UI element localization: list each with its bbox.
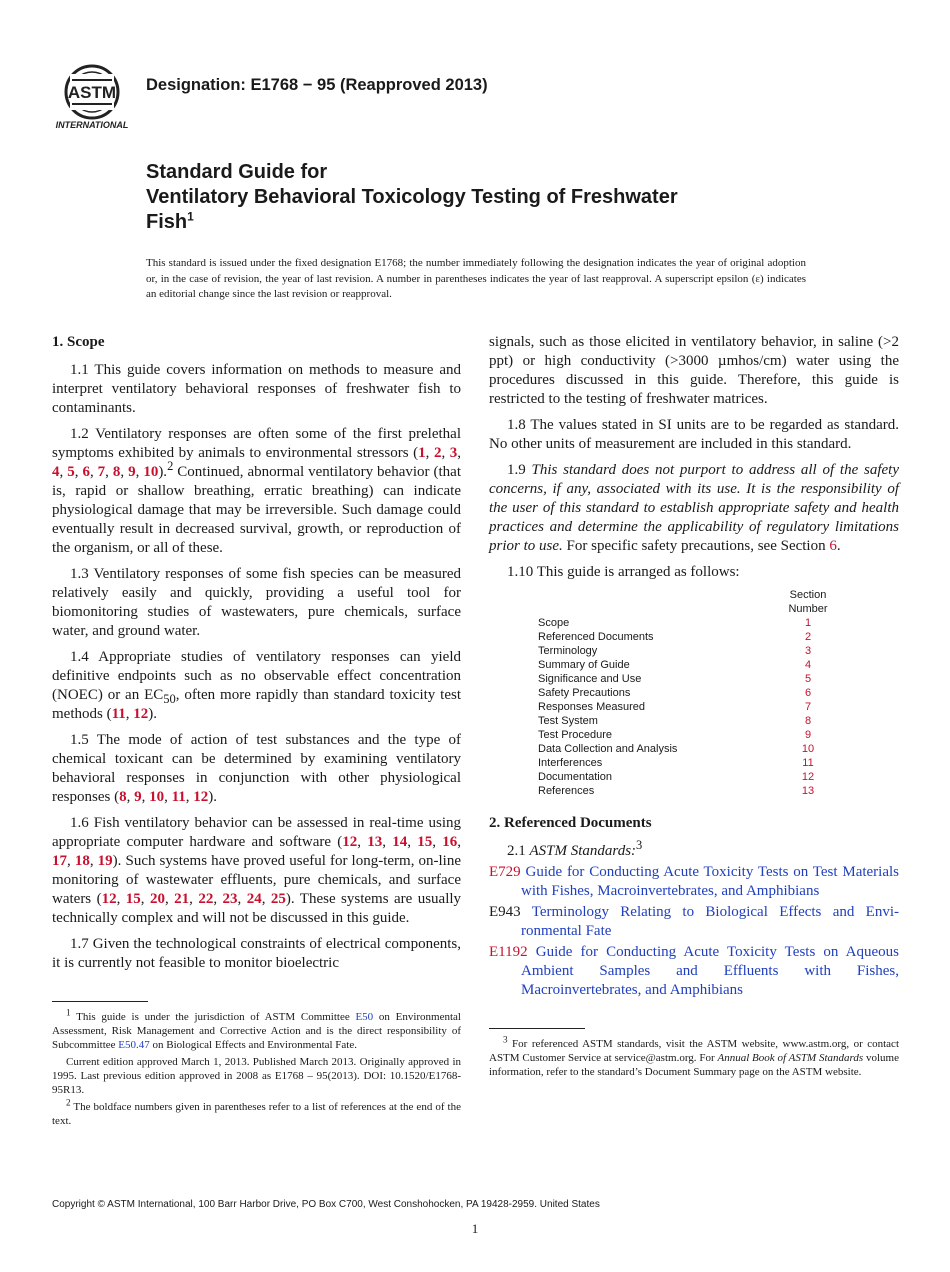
toc-row — [538, 742, 838, 756]
reference-code: E943 — [489, 904, 521, 920]
footnote-2-mark: 2 — [66, 1097, 71, 1108]
footnote-divider — [489, 1028, 585, 1029]
toc-label: Responses Measured — [538, 701, 646, 713]
toc-header — [538, 602, 838, 616]
referenced-documents-heading: 2. Referenced Documents — [489, 815, 652, 831]
para-1-5-text-a: 1.5 The mode of action of test substances and the type of chemical toxicant can be determined by examining ventilatory behavioral responses in conjunction with other physiological responses ( — [52, 732, 461, 805]
para-1-6: 1.6 Fish ventilatory behavior can be assessed in real-time using appropriate computer hardware and software (12, 13, 14, 15, 16, 17, 18, 19). Such systems have proved useful for long-term, on-line monitoring of wastewater effluents, pure chemicals, and surface waters (12, 15, 20, 21, 22, 23, 24, 25). These systems are usually technically complex and will not be discussed in this guide. — [52, 815, 462, 926]
title-line-3 — [146, 210, 846, 235]
toc-section-link[interactable]: 5 — [804, 673, 812, 685]
ref-link[interactable]: 18 — [74, 853, 90, 869]
ref-link[interactable]: 12 — [342, 834, 358, 850]
toc-row — [538, 756, 838, 770]
toc-section-link[interactable]: 3 — [804, 645, 812, 657]
toc-row — [538, 700, 838, 714]
ref-link[interactable]: 15 — [125, 891, 141, 907]
para-1-2-text-b: Continued, abnormal ventilatory behavior (that is, rapid or shallow breathing, erratic breathing) can indicate physiological damage that may be irreversible. Such damage could eventually result in decreased survival, growth, or reproduction of the organism, or all of these. — [52, 464, 461, 556]
ref-link[interactable]: 19 — [97, 853, 113, 869]
ref-link[interactable]: 6 — [82, 464, 90, 480]
page-number: 1 — [471, 1221, 479, 1236]
ref-link[interactable]: 5 — [67, 464, 75, 480]
ref-link[interactable]: 21 — [174, 891, 190, 907]
copyright-notice: Copyright © ASTM International, 100 Barr Harbor Drive, PO Box C700, West Conshohocken, PA 19428-2959. United States — [52, 1199, 600, 1210]
reference-title-link[interactable]: Guide for Conducting Acute Toxicity Tests on Aqueous Ambient Samples and Effluents with Fishes, Macroinvertebrates, and Amphibians — [521, 944, 900, 998]
toc-row — [538, 686, 838, 700]
reference-e729 — [489, 863, 899, 901]
toc-section-link[interactable]: 7 — [804, 701, 812, 713]
footnote-1-text-c: on Biological Effects and Environmental Fate. — [149, 1039, 357, 1051]
title-line-3-text: Fish — [146, 211, 188, 233]
toc-row — [538, 658, 838, 672]
toc-row — [538, 616, 838, 630]
toc-label: Summary of Guide — [538, 659, 630, 671]
toc-section-link[interactable]: 13 — [801, 785, 815, 797]
scope-heading: 1. Scope — [52, 334, 105, 350]
ref-link[interactable]: 10 — [149, 789, 165, 805]
ref-link[interactable]: 14 — [392, 834, 408, 850]
ref-link[interactable]: 12 — [101, 891, 117, 907]
ref-link[interactable]: 8 — [112, 464, 121, 480]
para-1-7-start: 1.7 Given the technological constraints of electrical components, it is currently not feasible to monitor bioelectric — [52, 936, 461, 971]
para-1-4: 1.4 Appropriate studies of ventilatory responses can yield definitive endpoints such as no observable effect concentration (NOEC) or an $EC_{50}$, often more rapidly than standard toxicity test methods (11, 12). — [52, 649, 461, 722]
para-1-5: 1.5 The mode of action of test substances and the type of chemical toxicant can be determined by examining ventilatory behavioral responses in conjunction with other physiological responses (8, 9, 10, 11, 12). — [52, 732, 461, 805]
toc-section-link[interactable]: 1 — [804, 617, 812, 629]
ref-link[interactable]: 8 — [119, 789, 127, 805]
toc-label: Interferences — [538, 757, 603, 769]
para-1-8: 1.8 The values stated in SI units are to be regarded as standard. No other units of measurement are included in this standard. — [489, 417, 899, 452]
para-1-1: 1.1 This guide covers information on methods to measure and interpret ventilatory behavioral responses of freshwater fish to contaminants. — [52, 362, 461, 416]
ref-link[interactable]: 11 — [111, 706, 126, 722]
para-1-3: 1.3 Ventilatory responses of some fish species can be measured relatively easily and quickly, providing a useful tool for biomonitoring studies of wastewaters, pure chemicals, surface water, and ground water. — [52, 566, 461, 639]
toc-label: Test System — [538, 715, 598, 727]
section-table — [538, 588, 838, 798]
ref-link[interactable]: 9 — [134, 789, 142, 805]
ref-link[interactable]: 12 — [133, 706, 149, 722]
para-1-9: 1.9 This standard does not purport to address all of the safety concerns, if any, associated with its use. It is the responsibility of the user of this standard to establish appropriate safety and health practices and determine the applicability of regulatory limitations prior to use. For specific safety precautions, see Section 6. — [489, 462, 900, 554]
footnote-3-text-a: For referenced ASTM standards, visit the ASTM website, www.astm.org, or contact ASTM Customer Service at service@astm.org. For — [489, 1038, 899, 1064]
footnote-mark-3[interactable]: 3 — [636, 838, 643, 852]
toc-section-link[interactable]: 6 — [804, 687, 812, 699]
footnote-3-italic: Annual Book of ASTM Standards — [717, 1052, 864, 1064]
footnote-1 — [52, 1007, 461, 1052]
toc-label: Terminology — [538, 645, 598, 657]
logo-subtext: INTERNATIONAL — [55, 120, 129, 130]
footnote-1-text-a: This guide is under the jurisdiction of ASTM Committee — [70, 1011, 356, 1023]
toc-row — [538, 728, 838, 742]
para-1-7-cont: signals, such as those elicited in ventilatory behavior, in saline (>2 ppt) or high conductivity (>3000 µmhos/cm) water using the procedures discussed in this guide. Therefore, this guide is restricted to the testing of freshwater matrices. — [489, 334, 899, 407]
ref-link[interactable]: 20 — [149, 891, 165, 907]
footnote-1-edition: Current edition approved March 1, 2013. Published March 2013. Originally approved in 1995. Last previous edition approved in 2008 as E1768 – 95(2013). DOI: 10.1520/E1768-95R13. — [52, 1056, 461, 1096]
title-footnote-mark: 1 — [187, 209, 194, 224]
toc-label: Safety Precautions — [538, 687, 631, 699]
para-2-1 — [489, 838, 899, 861]
para-1-9-num: 1.9 — [507, 462, 532, 478]
logo-text: ASTM — [67, 83, 117, 102]
ref-link[interactable]: 23 — [222, 891, 238, 907]
ref-link[interactable]: 15 — [417, 834, 433, 850]
toc-section-link[interactable]: 2 — [804, 631, 812, 643]
ref-link[interactable]: 12 — [193, 789, 209, 805]
reference-e943 — [489, 903, 899, 941]
designation: Designation: E1768 − 95 (Reapproved 2013) — [146, 76, 488, 94]
toc-header — [538, 588, 838, 602]
ref-link[interactable]: 10 — [143, 464, 159, 480]
astm-logo-icon — [52, 60, 136, 132]
committee-link[interactable]: E50 — [355, 1011, 374, 1023]
toc-row — [538, 770, 838, 784]
footnote-2-text: The boldface numbers given in parentheses refer to a list of references at the end of the text. — [52, 1101, 461, 1127]
ref-link[interactable]: 7 — [97, 464, 106, 480]
para-1-4-text-b: , often more rapidly than standard toxicity test methods ( — [52, 687, 461, 722]
footnote-3-text-b: volume information, refer to the standard’s Document Summary page on the ASTM website. — [489, 1052, 899, 1078]
toc-row — [538, 672, 838, 686]
reference-code-link[interactable]: E729 — [489, 864, 521, 880]
para-1-6-text-a: 1.6 Fish ventilatory behavior can be assessed in real-time using appropriate computer hardware and software ( — [52, 815, 461, 850]
astm-standards-label: ASTM Standards: — [529, 843, 637, 859]
ref-link[interactable]: 17 — [52, 853, 67, 869]
reference-e1192 — [489, 943, 899, 1000]
ec50-subscript: 50 — [163, 692, 176, 706]
toc-section-link[interactable]: 9 — [804, 729, 812, 741]
ref-link[interactable]: 24 — [246, 891, 262, 907]
toc-row — [538, 714, 838, 728]
para-1-4-text-a: 1.4 Appropriate studies of ventilatory responses can yield definitive endpoints such as no observable effect concentration (NOEC) or an EC — [52, 649, 461, 703]
toc-section-link[interactable]: 4 — [804, 659, 812, 671]
toc-section-link[interactable]: 10 — [801, 743, 815, 755]
para-1-2: 1.2 Ventilatory responses are often some of the first prelethal symptoms exhibited by animals to environmental stressors (1, 2, 3, 4, 5, 6, 7, 8, 9, 10).$^2$ Continued, abnormal ventilatory behavior (that is, rapid or shallow breathing, erratic breathing) can indicate physiological damage that may be irreversible. Such damage could eventually result in decreased survival, growth, or reproduction of the organism, or all of these. — [52, 426, 462, 556]
ref-link[interactable]: 1 — [418, 445, 426, 461]
toc-row — [538, 644, 838, 658]
toc-label: Significance and Use — [538, 673, 642, 685]
para-1-10: 1.10 This guide is arranged as follows: — [507, 564, 740, 580]
toc-label: References — [538, 785, 595, 797]
toc-section-link[interactable]: 11 — [802, 757, 814, 769]
para-1-6-text-c: . These systems are usually technically complex and will not be discussed in this guide. — [52, 891, 462, 926]
para-2-1-num: 2.1 — [507, 843, 530, 859]
toc-label: Referenced Documents — [538, 631, 654, 643]
reference-title-link[interactable]: Terminology Relating to Biological Effects and Environmental Fate — [521, 904, 899, 939]
ref-link[interactable]: 16 — [442, 834, 458, 850]
footnote-mark-2[interactable]: 2 — [167, 459, 174, 473]
toc-header-1: Section — [789, 589, 827, 601]
toc-label: Test Procedure — [538, 729, 612, 741]
reference-title-link[interactable]: Guide for Conducting Acute Toxicity Tests on Test Materials with Fishes, Macroinvertebrates, and Amphibians — [521, 864, 900, 899]
para-1-9-text: For specific safety precautions, see Section — [562, 538, 830, 554]
right-column — [489, 333, 899, 1082]
ref-link[interactable]: 4 — [52, 464, 60, 480]
ref-link[interactable]: 3 — [449, 445, 458, 461]
para-1-9-italic: This standard does not purport to address all of the safety concerns, if any, associated with its use. It is the responsibility of the user of this standard to establish appropriate safety and health practices and determine the applicability of regulatory limitations prior to use. — [489, 462, 900, 554]
footnote-3 — [489, 1034, 899, 1079]
footnote-2 — [52, 1097, 461, 1128]
toc-row — [538, 630, 838, 644]
toc-section-link[interactable]: 12 — [801, 771, 815, 783]
reference-code-link[interactable]: E1192 — [489, 944, 528, 960]
left-column — [52, 333, 461, 1131]
section-6-link[interactable]: 6 — [829, 538, 837, 554]
document-title — [146, 160, 846, 235]
para-1-2-text-a: 1.2 Ventilatory responses are often some of the first prelethal symptoms exhibited by animals to environmental stressors ( — [52, 426, 461, 461]
ref-link[interactable]: 25 — [270, 891, 286, 907]
footnote-divider — [52, 1001, 148, 1002]
footnote-1-text-b: on Environmental Assessment, Risk Management and Corrective Action and is the direct responsibility of Subcommittee — [52, 1011, 461, 1051]
ref-link[interactable]: 22 — [198, 891, 214, 907]
footnote-1-mark: 1 — [66, 1007, 71, 1018]
toc-section-link[interactable]: 8 — [804, 715, 812, 727]
toc-label: Scope — [538, 617, 570, 629]
toc-header-2: Number — [788, 603, 828, 615]
para-1-6-text-b: . Such systems have proved useful for long-term, on-line monitoring of wastewater effluents, pure chemicals, and surface waters ( — [52, 853, 462, 907]
toc-row — [538, 784, 838, 798]
ref-link[interactable]: 2 — [433, 445, 442, 461]
ref-link[interactable]: 13 — [367, 834, 383, 850]
title-line-2: Ventilatory Behavioral Toxicology Testing of Freshwater — [146, 186, 678, 208]
toc-label: Documentation — [538, 771, 612, 783]
title-line-1: Standard Guide for — [146, 161, 328, 183]
footnote-3-mark: 3 — [503, 1034, 508, 1045]
toc-label: Data Collection and Analysis — [538, 743, 678, 755]
ref-link[interactable]: 11 — [171, 789, 186, 805]
standard-note: This standard is issued under the fixed designation E1768; the number immediately following the designation indicates the year of original adoption or, in the case of revision, the year of last revision. A number in parentheses indicates the year of last reapproval. A superscript epsilon (ε) indicates an editorial change since the last revision or reapproval. — [146, 257, 806, 300]
ref-link[interactable]: 9 — [128, 464, 136, 480]
astm-logo — [52, 60, 136, 132]
subcommittee-link[interactable]: E50.47 — [118, 1039, 150, 1051]
